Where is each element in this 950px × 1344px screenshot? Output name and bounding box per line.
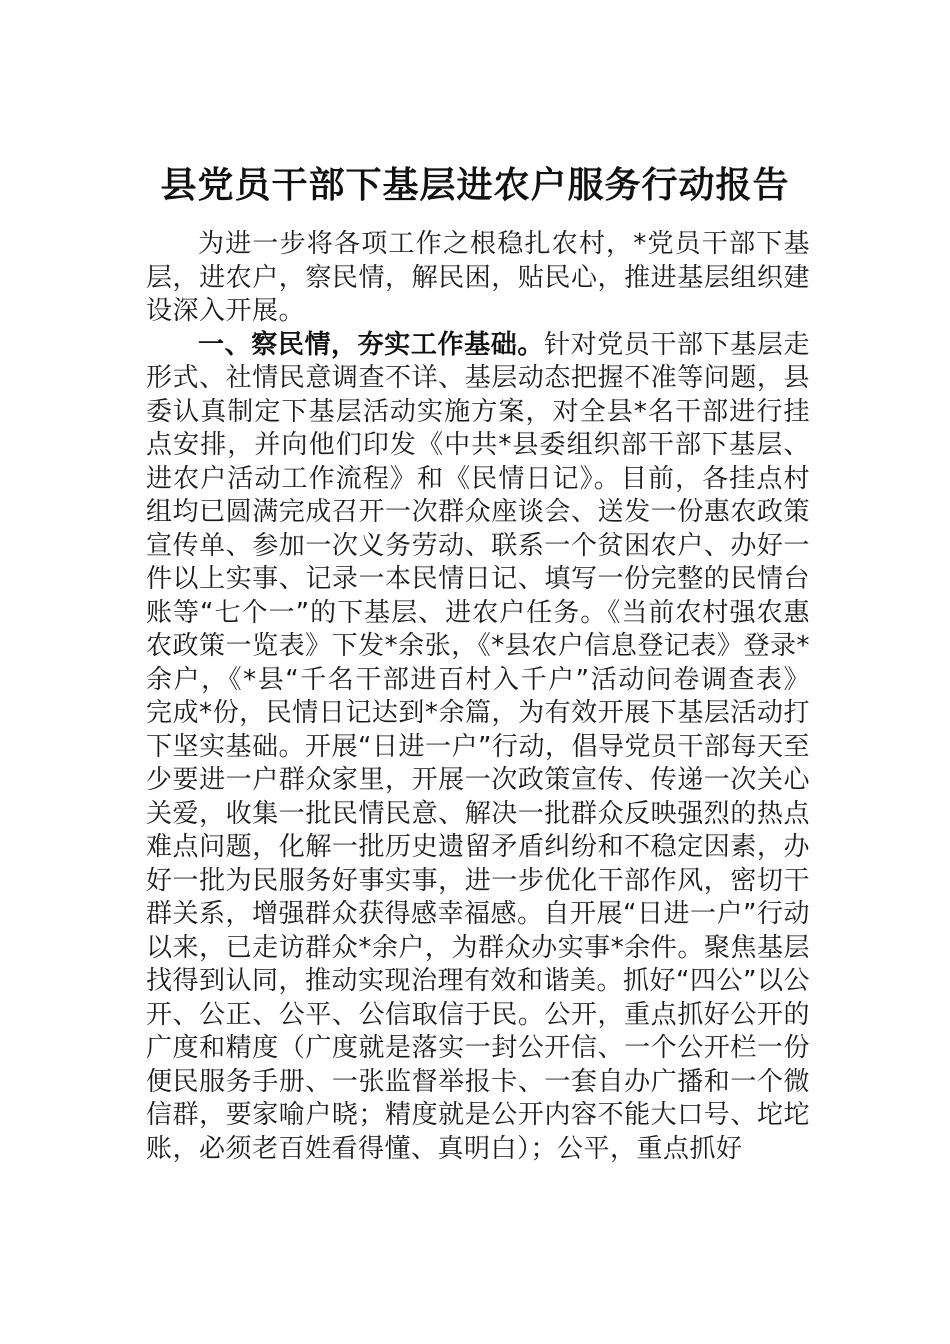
section-one-text: 针对党员干部下基层走形式、社情民意调查不详、基层动态把握不准等问题，县委认真制定下基层活动实施方案，对全县*名干部进行挂点安排，并向他们印发《中共*县委组织部干部下基层、进农户活动工作流程》和《民情日记》。目前，各挂点村组均已圆满完成召开一次群众座谈会、送发一份惠农政策宣传单、参加一次义务劳动、联系一个贫困农户、办好一件以上实事、记录一本民情日记、填写一份完整的民情台账等“七个一”的下基层、进农户任务。《当前农村强农惠农政策一览表》下发*余张，《*县农户信息登记表》登录*余户，《*县“千名干部进百村入千户”活动问卷调查表》完成*份，民情日记达到*余篇，为有效开展下基层活动打下坚实基础。开展“日进一户”行动，倡导党员干部每天至少要进一户群众家里，开展一次政策宣传、传递一次关心关爱，收集一批民情民意、解决一批群众反映强烈的热点难点问题，化解一批历史遗留矛盾纠纷和不稳定因素，办好一批为民服务好事实事，进一步优化干部作风，密切干群关系，增强群众获得感幸福感。自开展“日进一户”行动以来，已走访群众*余户，为群众办实事*余件。聚焦基层找得到认同，推动实现治理有效和谐美。抓好“四公”以公开、公正、公平、公信取信于民。公开，重点抓好公开的广度和精度（广度就是落实一封公开信、一个公开栏一份便民服务手册、一张监督举报卡、一套自办广播和一个微信群，要家喻户晓；精度就是公开内容不能大口号、坨坨账，必须老百姓看得懂、真明白）；公平，重点抓好 [146, 329, 810, 1164]
intro-paragraph-text: 为进一步将各项工作之根稳扎农村，*党员干部下基层，进农户，察民情，解民困，贴民心，推进基层组织建设深入开展。 [146, 229, 810, 326]
section-one-paragraph [146, 329, 810, 1167]
document-body [146, 228, 810, 1166]
section-one-heading: 一、察民情，夯实工作基础。 [198, 329, 544, 360]
intro-paragraph [146, 228, 810, 329]
document-title: 县党员干部下基层进农户服务行动报告 [160, 164, 790, 206]
